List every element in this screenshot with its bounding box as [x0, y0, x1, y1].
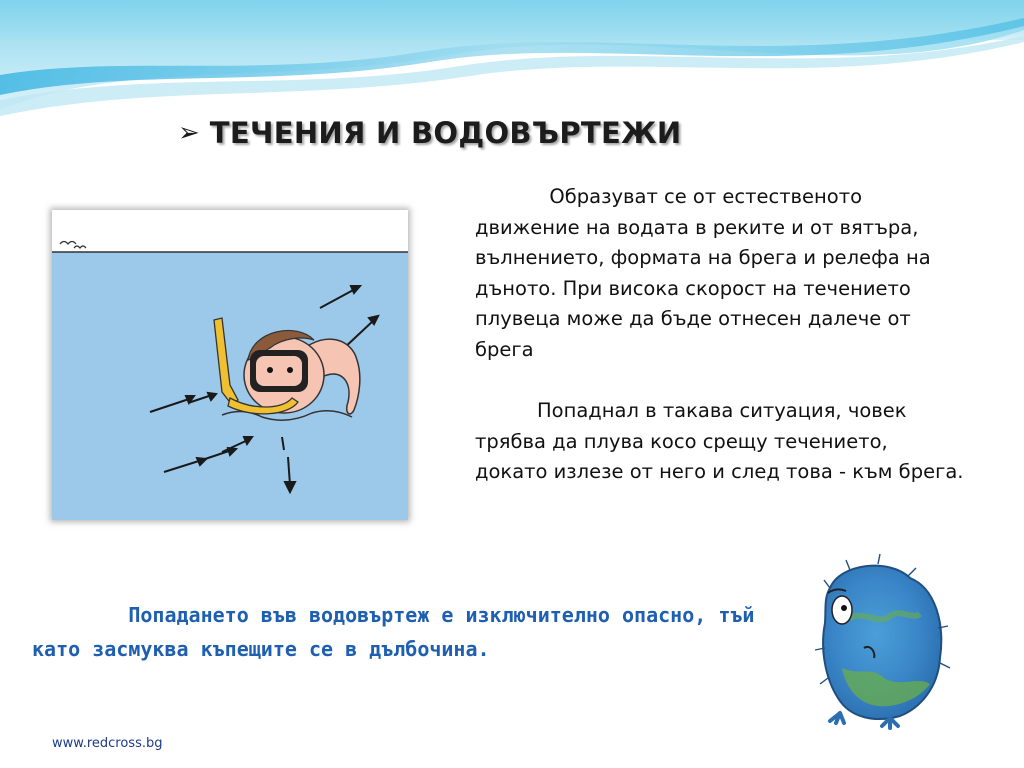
arrow-bullet-icon: ➢ — [178, 118, 200, 148]
whirlpool-warning-text: Попадането във водовъртеж е изключително опасно, тъй като засмуква къпещите се в дълбочина. — [32, 603, 767, 661]
paragraph-advice: Попаднал в такава ситуация, човек трябва да плува косо срещу течението, докато излезе от него и след това - към брега. — [475, 399, 964, 483]
slide-title: ТЕЧЕНИЯ И ВОДОВЪРТЕЖИ — [209, 116, 682, 150]
header-wave-decoration — [0, 0, 1024, 130]
paragraph-formation: Образуват се от естественото движение на водата в реките и от вятъра, вълнението, формата на брега и релефа на дъното. При висока скорост на течението плувеца може да бъде отнесен далече от брега — [475, 185, 937, 361]
footer-website-link[interactable]: www.redcross.bg — [52, 736, 163, 751]
swimmer-illustration — [52, 210, 408, 520]
scared-monster-illustration — [780, 548, 990, 743]
slide-title-row — [178, 116, 681, 150]
